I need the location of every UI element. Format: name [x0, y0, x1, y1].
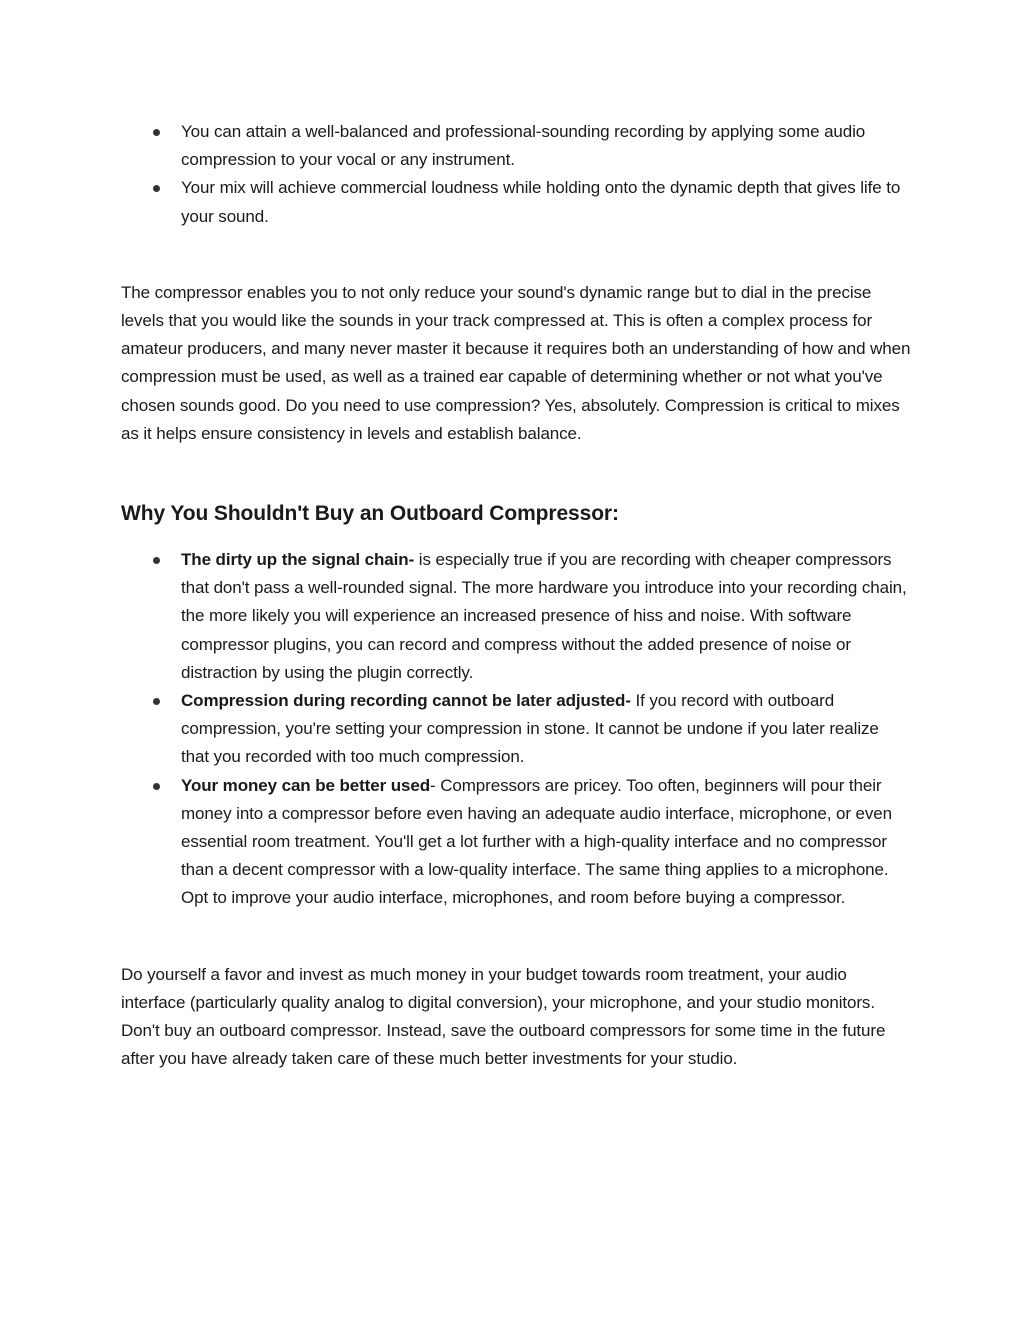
bullet-icon: [153, 185, 160, 192]
bullet-icon: [153, 129, 160, 136]
list-item-text: If you record with outboard compression, you're setting your compression in stone. It cannot be undone if you later realize that you recorded with too much compression.: [181, 691, 879, 767]
list-item: [121, 687, 911, 772]
bullet-icon: [153, 783, 160, 790]
paragraph-compressor-intro: The compressor enables you to not only reduce your sound's dynamic range but to dial in the precise levels that you would like the sounds in your track compressed at. This is often a complex process for amateur producers, and many never master it because it requires both an understanding of how and when compression must be used, as well as a trained ear capable of determining whether or not what you've chosen sounds good. Do you need to use compression? Yes, absolutely. Compression is critical to mixes as it helps ensure consistency in levels and establish balance.: [121, 282, 911, 443]
bullet-icon: [153, 557, 160, 564]
list-item: [121, 174, 911, 230]
list-item: [121, 546, 911, 687]
intro-bullet-list: [121, 118, 911, 231]
list-item: [121, 772, 911, 913]
list-item-lead: The dirty up the signal chain-: [181, 550, 415, 570]
document-page: [121, 118, 911, 1073]
bullet-icon: [153, 698, 160, 705]
list-item-lead: Compression during recording cannot be later adjusted-: [181, 691, 631, 711]
section-heading: Why You Shouldn't Buy an Outboard Compressor:: [121, 502, 619, 526]
list-item: [121, 118, 911, 174]
list-item-lead: Your money can be better used: [181, 775, 431, 795]
list-item-text: - Compressors are pricey. Too often, beginners will pour their money into a compressor before even having an adequate audio interface, microphone, or even essential room treatment. You'll get a lot further with a high-quality interface and no compressor than a decent compressor with a low-quality interface. The same thing applies to a microphone. Opt to improve your audio interface, microphones, and room before buying a compressor.: [181, 775, 893, 908]
reasons-bullet-list: [121, 546, 911, 913]
list-item-text: Your mix will achieve commercial loudness while holding onto the dynamic depth that gives life to your sound.: [181, 178, 901, 226]
list-item-text: You can attain a well-balanced and professional-sounding recording by applying some audio compression to your vocal or any instrument.: [181, 122, 866, 170]
paragraph-investment-advice: Do yourself a favor and invest as much money in your budget towards room treatment, your audio interface (particularly quality analog to digital conversion), your microphone, and your studio monitors. Don't buy an outboard compressor. Instead, save the outboard compressors for some time in the future after you have already taken care of these much better investments for your studio.: [121, 964, 886, 1069]
list-item-text: is especially true if you are recording with cheaper compressors that don't pass a well-rounded signal. The more hardware you introduce into your recording chain, the more likely you will experience an increased presence of hiss and noise. With software compressor plugins, you can record and compress without the added presence of noise or distraction by using the plugin correctly.: [181, 550, 907, 682]
